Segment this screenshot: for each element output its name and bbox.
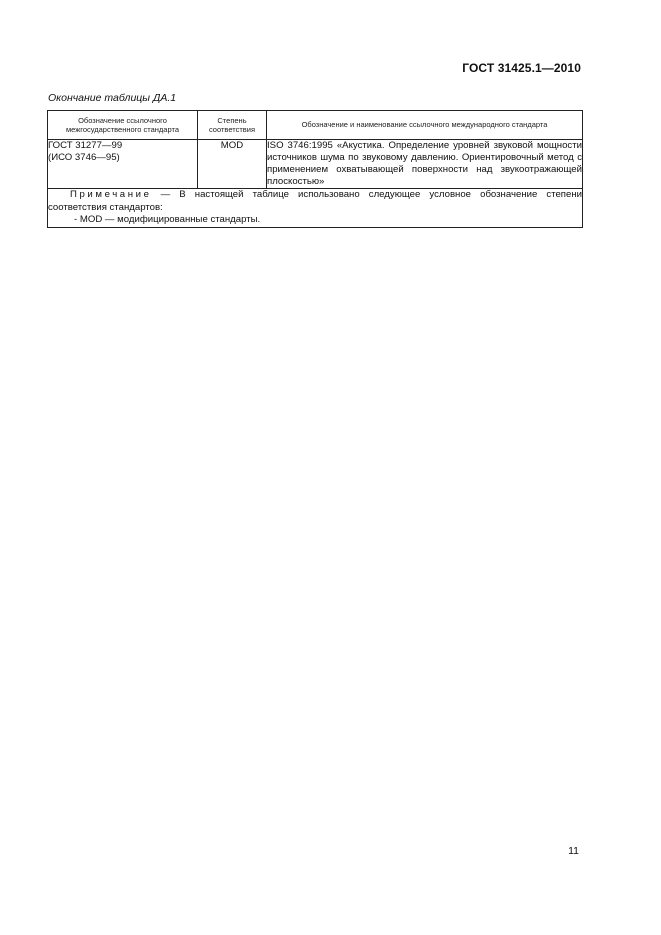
cell-international-standard: ISO 3746:1995 «Акустика. Определение уровней звуковой мощности источников шума по звуковому давлению. Ориентировочный метод с применением охватывающей поверхности над звукоотражающей плоскостью» (267, 140, 582, 187)
reference-standards-table (47, 110, 583, 228)
standard-designation: ГОСТ 31277—99 (48, 140, 123, 151)
cell-national-standard (48, 140, 198, 189)
table-note (48, 189, 583, 228)
table-caption: Окончание таблицы ДА.1 (48, 92, 177, 104)
note-paragraph (48, 189, 582, 214)
header-international-standard: Обозначение и наименование ссылочного международного стандарта (267, 111, 583, 140)
table-header-row (48, 111, 583, 140)
note-label: Примечание (70, 189, 152, 200)
header-degree: Степень соответствия (198, 111, 267, 140)
note-item: - MOD — модифицированные стандарты. (74, 214, 261, 225)
cell-degree: MOD (198, 140, 267, 189)
document-code: ГОСТ 31425.1—2010 (462, 61, 581, 75)
standard-iso-equivalent: (ИСО 3746—95) (48, 152, 120, 163)
table-note-row (48, 189, 583, 228)
note-text: — В настоящей таблице использовано следующее условное обозначение степени соответствия стандартов: (48, 189, 582, 213)
page-number: 11 (568, 845, 579, 857)
header-national-standard: Обозначение ссылочного межгосударственного стандарта (48, 111, 198, 140)
table-row (48, 140, 583, 189)
